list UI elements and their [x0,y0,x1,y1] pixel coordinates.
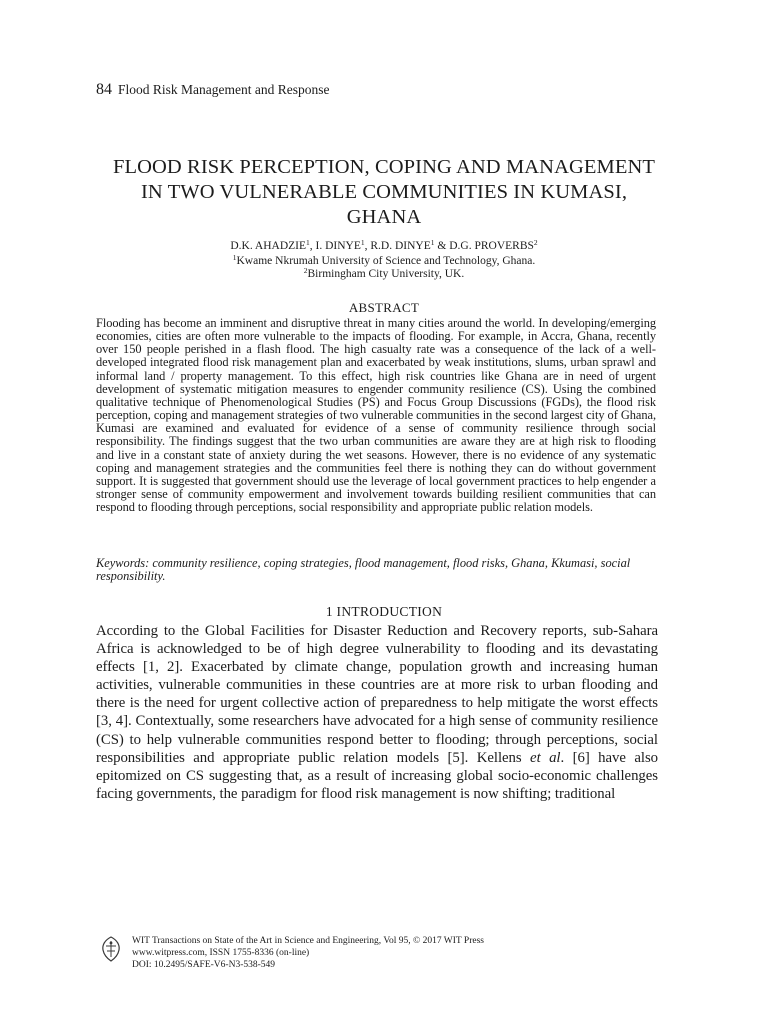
footer-citation: WIT Transactions on State of the Art in Science and Engineering, Vol 95, © 2017 WIT Press [132,936,484,946]
footer-issn: www.witpress.com, ISSN 1755-8336 (on-line) [132,948,310,958]
affiliation-marker: 1 [232,253,237,262]
author-separator: , [364,240,371,252]
title-line: FLOOD RISK PERCEPTION, COPING AND MANAGEMENT [113,156,655,178]
keywords: Keywords: community resilience, coping strategies, flood management, flood risks, Ghana, Kkumasi, social responsibility. [96,556,631,584]
affiliation-marker: 2 [303,266,308,275]
author-name: D.G. PROVERBS [449,240,534,252]
paper-title [90,155,678,230]
section-heading-introduction: 1 INTRODUCTION [325,604,443,619]
intro-et-al: et al [530,749,561,766]
intro-text: According to the Global Facilities for Disaster Reduction and Recovery reports, sub-Sahara Africa is acknowledged to be of high degree vulnerability to flooding and its devastating effects [1, 2]. Exacerbated by climate change, population growth and increasing human activities, vulnerable communities in these countries are at more risk to urban flooding and there is the need for urgent collective action of preparedness to help mitigate the worst effects [3, 4]. Contextually, some researchers have advocated for a high sense of community resilience (CS) to help vulnerable communities respond better to flooding; through perceptions, social responsibilities and appropriate public relation models [5]. Kellens [96,623,658,766]
introduction-body [96,622,658,803]
affiliation-1 [96,255,672,268]
affiliation-text: Kwame Nkrumah University of Science and Technology, Ghana. [236,255,536,267]
abstract-body: Flooding has become an imminent and disruptive threat in many cities around the world. In developing/emerging economies, cities are often more vulnerable to the impacts of flooding. For example, in Accra, Ghana, recently over 150 people perished in a flash flood. The high casualty rate was a consequence of the lack of a well-developed integrated flood risk management plan and exacerbated by weak institutions, slums, urban sprawl and informal land / property management. To this effect, high risk countries like Ghana are in need of urgent development of systematic mitigation measures to engender community resilience (CS). Using the combined qualitative technique of Phenomenological Studies (PS) and Focus Group Discussions (FGDs), the flood risk perception, coping and management strategies of two vulnerable communities in the second largest city of Ghana, Kumasi are examined and evaluated for evidence of a sense of community resilience through social responsibility. The findings suggest that the two urban communities are aware they are at high risk to flooding and live in a constant state of anxiety during the wet seasons. However, there is no evidence of any systematic coping and management strategies and the communities feel there is nothing they can do without government support. It is suggested that government should use the leverage of local government practices to help engender a stronger sense of community empowerment and involvement towards building resilient communities that can respond to flooding through perceptions, social responsibility and appropriate public relation models. [96,316,656,515]
affiliation-2 [96,268,672,281]
author-name: I. DINYE [315,240,361,252]
intro-text-continued: . [6] have also epitomized on CS suggesting that, as a result of increasing global socio-economic challenges facing governments, the paradigm for flood risk management is now shifting; traditional [96,749,658,802]
footer-doi: DOI: 10.2495/SAFE-V6-N3-538-549 [132,960,276,970]
affiliation-text: Birmingham City University, UK. [307,268,465,280]
publisher-crest-icon [100,936,122,962]
page-number: 84 [96,81,112,98]
author-separator: & [434,240,450,252]
footer [132,935,484,971]
title-line: GHANA [346,206,422,228]
abstract-heading: ABSTRACT [348,300,420,315]
running-head [96,81,329,99]
author-separator: , [309,240,316,252]
affiliation-marker: 1 [430,238,435,247]
affiliation-marker: 1 [360,238,365,247]
author-name: D.K. AHADZIE [230,240,307,252]
affiliation-marker: 1 [306,238,310,247]
journal-title: Flood Risk Management and Response [118,82,330,97]
author-list [96,239,672,254]
author-name: R.D. DINYE [370,240,431,252]
affiliation-marker: 2 [533,238,538,247]
title-line: IN TWO VULNERABLE COMMUNITIES IN KUMASI, [140,181,628,203]
